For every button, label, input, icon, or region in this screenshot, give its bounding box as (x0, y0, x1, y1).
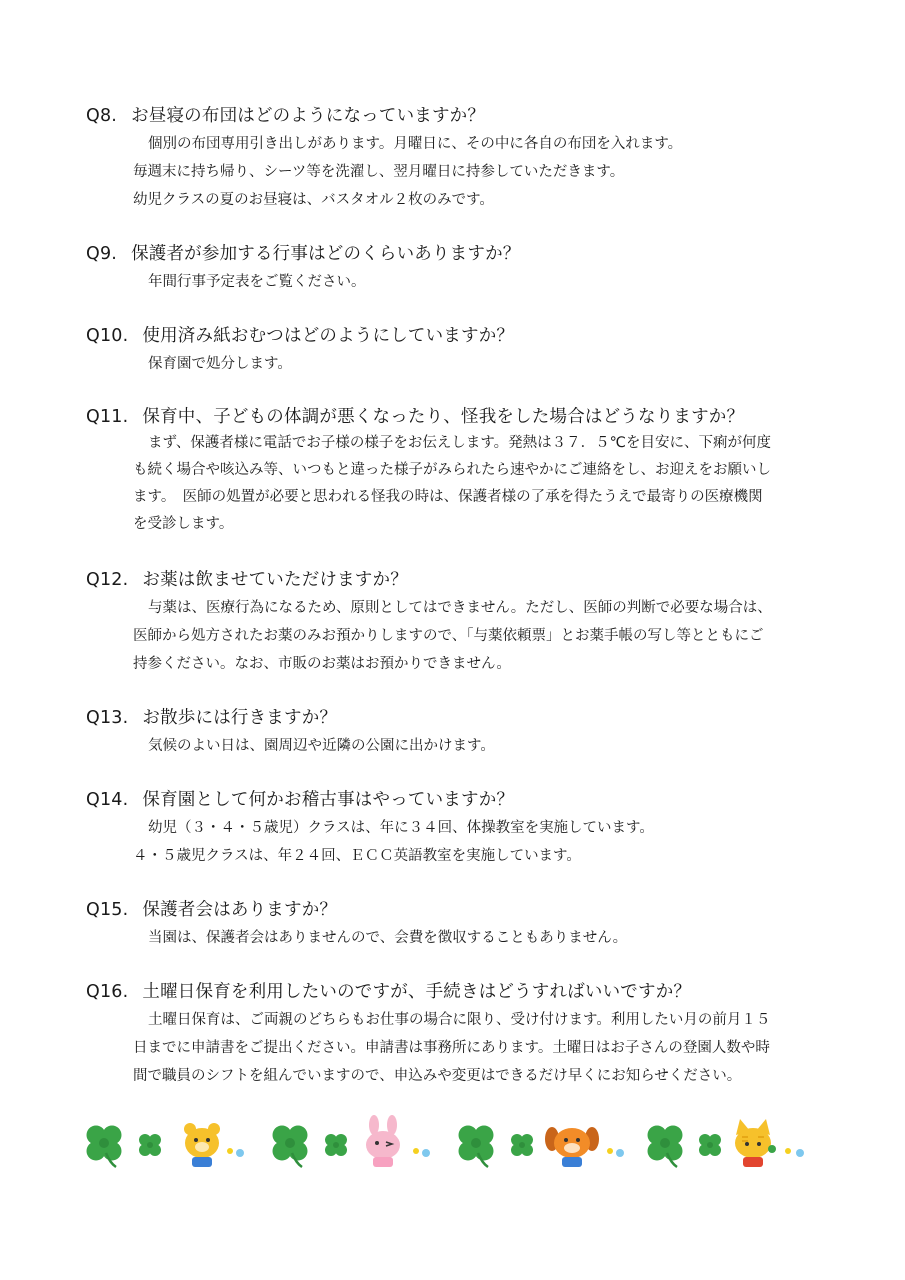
answer-line: 幼児クラスの夏のお昼寝は、バスタオル２枚のみです。 (133, 192, 494, 208)
answer-line: 気候のよい日は、園周辺や近隣の公園に出かけます。 (148, 738, 495, 754)
cat-icon (735, 1119, 776, 1167)
bear-icon (184, 1123, 220, 1167)
answer-line: 間で職員のシフトを組んでいますので、申込みや変更はできるだけ早くにお知らせください。 (133, 1068, 742, 1084)
footer-illustration (80, 1115, 825, 1175)
question-text: お散歩には行きますか？ (142, 708, 338, 728)
answer-line: 土曜日保育は、ご両親のどちらもお仕事の場合に限り、受け付けます。利用したい月の前月１５ (148, 1012, 771, 1028)
answer-line: 医師から処方されたお薬のみお預かりしますので、「与薬依頼票」とお薬手帳の写し等とともにご (133, 628, 764, 644)
dot-decoration (413, 1148, 430, 1157)
question-number: Q10. (86, 326, 129, 346)
dot-decoration (785, 1148, 804, 1157)
answer-line: を受診します。 (133, 516, 234, 532)
clover-icon (459, 1126, 494, 1168)
dot-decoration (227, 1148, 244, 1157)
clover-icon (648, 1126, 683, 1168)
clover-icon (87, 1126, 122, 1168)
clover-icon (273, 1126, 308, 1168)
rabbit-icon (366, 1115, 400, 1167)
answer-line: まず、保護者様に電話でお子様の様子をお伝えします。発熱は３７．５℃を目安に、下痢が何度 (148, 435, 771, 451)
question-text: お昼寝の布団はどのようになっていますか？ (131, 106, 486, 126)
question-number: Q16. (86, 982, 129, 1002)
decorative-footer (80, 1115, 825, 1175)
answer-line: 年間行事予定表をご覧ください。 (148, 274, 366, 290)
question-number: Q14. (86, 790, 129, 810)
question-text: 保護者会はありますか？ (142, 900, 338, 920)
answer-line: 当園は、保護者会はありませんので、会費を徴収することもありません。 (148, 930, 628, 946)
clover-icon (699, 1134, 721, 1156)
question-text: お薬は飲ませていただけますか？ (142, 570, 408, 590)
answer-line: ます。 医師の処置が必要と思われる怪我の時は、保護者様の了承を得たうえで最寄りの医療機関 (133, 489, 763, 505)
dog-icon (545, 1127, 599, 1167)
question-text: 使用済み紙おむつはどのようにしていますか？ (142, 326, 515, 346)
question-heading (86, 323, 514, 349)
answer-line: ４・５歳児クラスは、年２４回、ＥＣＣ英語教室を実施しています。 (133, 848, 581, 864)
question-heading (86, 897, 337, 923)
question-text: 保護者が参加する行事はどのくらいありますか？ (131, 244, 521, 264)
question-heading (86, 567, 408, 593)
clover-icon (511, 1134, 533, 1156)
question-heading (86, 787, 514, 813)
question-number: Q9. (86, 244, 118, 264)
answer-line: 個別の布団専用引き出しがあります。月曜日に、その中に各自の布団を入れます。 (148, 136, 683, 152)
question-text: 保育園として何かお稽古事はやっていますか？ (142, 790, 515, 810)
question-number: Q12. (86, 570, 129, 590)
answer-line: 持参ください。なお、市販のお薬はお預かりできません。 (133, 656, 511, 672)
dot-decoration (607, 1148, 624, 1157)
answer-line: も続く場合や咳込み等、いつもと違った様子がみられたら速やかにご連絡をし、お迎えをお願いし (133, 462, 771, 478)
question-text: 保育中、子どもの体調が悪くなったり、怪我をした場合はどうなりますか？ (142, 407, 745, 427)
clover-icon (325, 1134, 347, 1156)
question-number: Q15. (86, 900, 129, 920)
question-number: Q11. (86, 407, 129, 427)
clover-icon (139, 1134, 161, 1156)
question-number: Q8. (86, 106, 118, 126)
question-number: Q13. (86, 708, 129, 728)
answer-line: 幼児（３・４・５歳児）クラスは、年に３４回、体操教室を実施しています。 (148, 820, 654, 836)
answer-line: 与薬は、医療行為になるため、原則としてはできません。ただし、医師の判断で必要な場合は、 (148, 600, 772, 616)
question-heading (86, 705, 337, 731)
answer-line: 日までに申請書をご提出ください。申請書は事務所にあります。土曜日はお子さんの登園人数や時 (133, 1040, 770, 1056)
answer-line: 毎週末に持ち帰り、シーツ等を洗濯し、翌月曜日に持参していただきます。 (133, 164, 625, 180)
answer-line: 保育園で処分します。 (148, 356, 292, 372)
question-heading (86, 103, 485, 129)
question-text: 土曜日保育を利用したいのですが、手続きはどうすればいいですか？ (142, 982, 692, 1002)
question-heading (86, 241, 520, 267)
question-heading (86, 979, 691, 1005)
question-heading (86, 404, 744, 430)
